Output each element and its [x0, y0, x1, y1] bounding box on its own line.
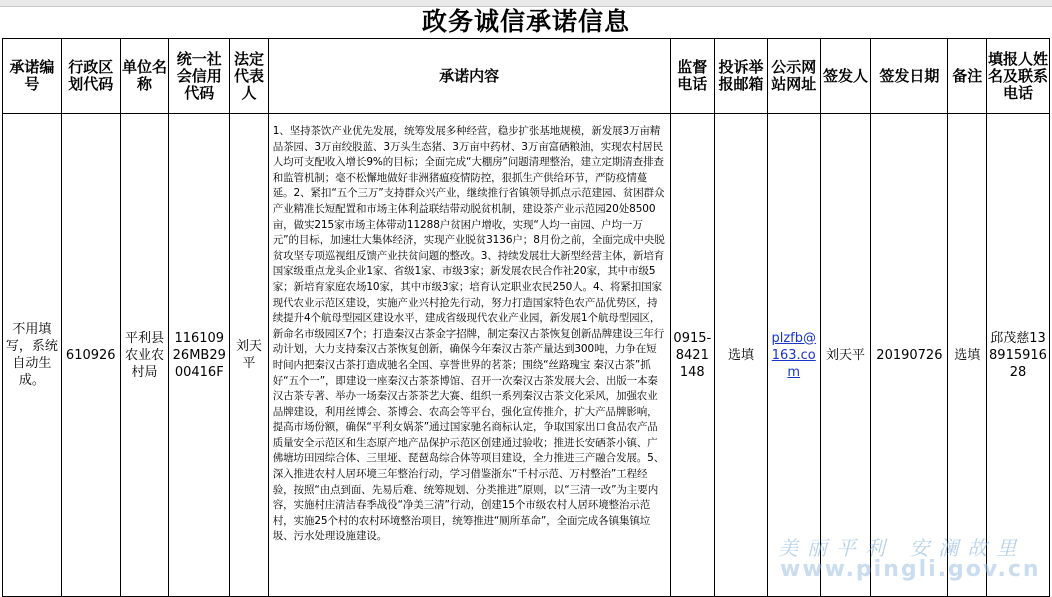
cell-region-code[interactable]: 610926	[61, 114, 120, 597]
website-link[interactable]: plzfb@163.com	[771, 330, 817, 380]
table-row	[3, 114, 1050, 597]
header-legal-rep: 法定代表人	[230, 39, 269, 114]
cell-phone[interactable]: 0915-8421148	[670, 114, 715, 597]
cell-legal-rep[interactable]: 刘天平	[230, 114, 269, 597]
header-sign-date: 签发日期	[871, 39, 948, 114]
cell-sign-date[interactable]: 20190726	[871, 114, 948, 597]
header-row	[3, 39, 1050, 114]
header-filler: 填报人姓名及联系电话	[986, 39, 1049, 114]
header-region-code: 行政区划代码	[61, 39, 120, 114]
header-remark: 备注	[948, 39, 987, 114]
watermark-slogan: 美丽平利 安澜故里	[778, 536, 1026, 560]
page-title: 政务诚信承诺信息	[421, 7, 630, 36]
cell-filler[interactable]: 邱茂慈13891591628	[986, 114, 1049, 597]
header-credit-code: 统一社会信用代码	[169, 39, 230, 114]
cell-mailbox[interactable]: 选填	[715, 114, 768, 597]
header-website: 公示网站网址	[767, 39, 820, 114]
cell-unit-name[interactable]: 平利县农业农村局	[120, 114, 169, 597]
header-signer: 签发人	[820, 39, 871, 114]
cell-content[interactable]: 1、坚持茶饮产业优先发展，统筹发展多种经营，稳步扩张基地规模，新发展3万亩精品茶园、3万亩绞股蓝、3万头生态猪、3万亩中药材、3万亩富硒粮油，实现农村居民人均可支配收入增长9%的目标；全面完成“大棚房”问题清理整治，建立定期清查排查和监管机制；毫不松懈地做好非洲猪瘟疫情防控，狠抓生产供给环节，严防疫情蔓延。2、紧扣“五个三万”支持群众兴产业，继续推行省镇领导抓点示范建园、贫困群众产业精准长短配置和市场主体利益联结带动脱贫机制，建设茶产业示范园20处8500亩，做实215家市场主体带动11288户贫困户增收，实现“人均一亩园、户均一万元”的目标，加速壮大集体经济，实现产业脱贫3136户；8月份之前，全面完成中央脱贫攻坚专项巡视组反馈产业扶贫问题的整改。3、持续发展壮大新型经营主体，新培育国家级重点龙头企业1家、省级1家、市级3家；新发展农民合作社20家，其中市级5家；新培育家庭农场10家，其中市级3家；培育认定职业农民250人。4、将紧扣国家现代农业示范区建设，实施产业兴村抢先行动，努力打造国家特色农产品优势区，持续提升4个航母型园区建设水平，建成省级现代农业产业园，新发展1个航母型园区，新命名市级园区7个；打造秦汉古茶金字招牌，制定秦汉古茶恢复创新品牌建设三年行动计划，大力支持秦汉古茶恢复创新，确保今年秦汉古茶产量达到300吨，力争在短时间内把秦汉古茶打造成驰名全国、享誉世界的茗茶；围绕“丝路瑰宝 秦汉古茶”抓好“五个一”，即建设一座秦汉古茶茶博馆、召开一次秦汉古茶发展大会、出版一本秦汉古茶专著、举办一场秦汉古茶茶艺大赛、组织一系列秦汉古茶文化采风，加强农业品牌建设，利用丝博会、茶博会、农高会等平台，强化宣传推介，扩大产品牌影响，提高市场份额，确保“平利女娲茶”通过国家驰名商标认定，争取国家出口食品农产品质量安全示范区和生态原产地产品保护示范区创建通过验收；推进长安硒茶小镇、广佛塘坊田园综合体、三里垭、琵琶岛综合体等项目建设，全力推进三产融合发展。5、深入推进农村人居环境三年整治行动，学习借鉴浙东“千村示范、万村整治”工程经验，按照“由点到面、先易后难、统筹规划、分类推进”原则，以“三清一改”为主要内容，实施村庄清洁春季战役“净美三清”行动，创建15个市级农村人居环境整治示范村，实施25个村的农村环境整治项目，统筹推进“厕所革命”，全面完成各镇集镇垃圾、污水处理设施建设。	[268, 114, 670, 597]
header-mailbox: 投诉举报邮箱	[715, 39, 768, 114]
cell-signer[interactable]: 刘天平	[820, 114, 871, 597]
header-content: 承诺内容	[268, 39, 670, 114]
cell-website[interactable]	[767, 114, 820, 597]
commitment-table	[2, 38, 1050, 597]
cell-remark[interactable]: 选填	[948, 114, 987, 597]
watermark-url: www.pingli.gov.cn	[780, 557, 1041, 582]
header-phone: 监督电话	[670, 39, 715, 114]
header-commitment-code: 承诺编号	[3, 39, 62, 114]
header-unit-name: 单位名称	[120, 39, 169, 114]
cell-commitment-code[interactable]: 不用填写，系统自动生成。	[3, 114, 62, 597]
cell-credit-code[interactable]: 11610926MB2900416F	[169, 114, 230, 597]
